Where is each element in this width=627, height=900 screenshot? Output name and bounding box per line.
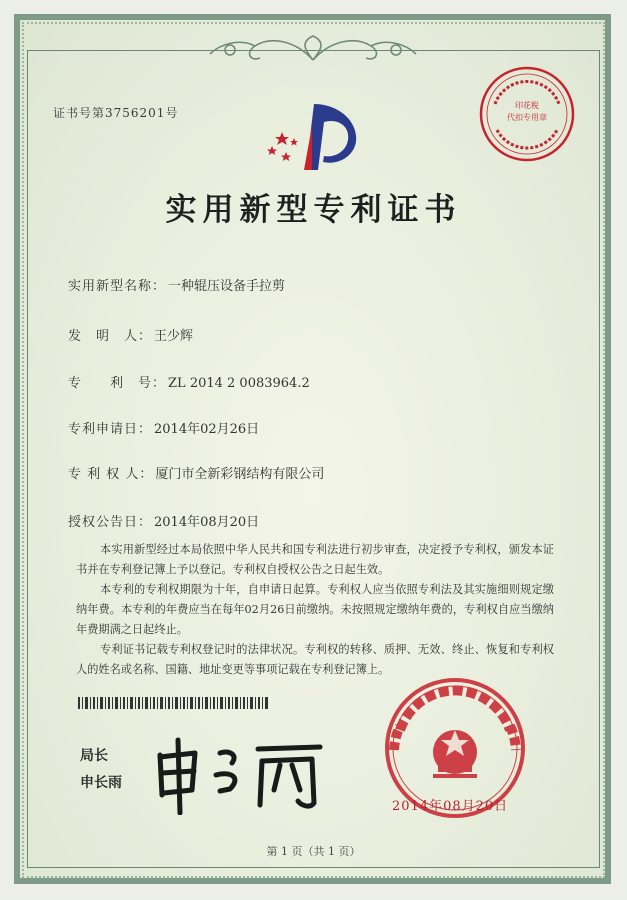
- signer-title: 局长: [80, 748, 108, 764]
- field-filing-date: 专利申请日： 2014年02月26日: [68, 422, 260, 437]
- handwritten-signature: [150, 735, 330, 815]
- certificate-number: 证书号第3756201号: [53, 106, 179, 120]
- svg-text:印花税: 印花税: [515, 101, 539, 110]
- field-patent-number: 专 利 号： ZL 2014 2 0083964.2: [68, 376, 310, 391]
- paragraph-examination: 本实用新型经过本局依照中华人民共和国专利法进行初步审查，决定授予专利权，颁发本证书并在专利登记簿上予以登记。专利权自授权公告之日起生效。: [76, 543, 554, 576]
- field-utility-model-name: 实用新型名称： 一种辊压设备手拉剪: [68, 279, 286, 294]
- field-patent-holder: 专 利 权 人： 厦门市全新彩钢结构有限公司: [68, 467, 325, 482]
- page-number: 第 1 页（共 1 页）: [266, 845, 361, 858]
- paragraph-term: 本专利的专利权期限为十年，自申请日起算。专利权人应当依照专利法及其实施细则规定缴纳年费。本专利的年费应当在每年02月26日前缴纳。未按照规定缴纳年费的，专利权自应当缴纳年费期满之日起终止。: [76, 583, 554, 636]
- field-inventor: 发 明 人： 王少辉: [68, 329, 194, 344]
- seal-date: 2014年08月20日: [392, 799, 509, 814]
- paragraph-legal-status: 专利证书记载专利权登记时的法律状况。专利权的转移、质押、无效、终止、恢复和专利权人的姓名或名称、国籍、地址变更等事项记载在专利登记簿上。: [76, 643, 554, 676]
- svg-text:代扣专用章: 代扣专用章: [507, 113, 547, 122]
- tax-stamp-seal: [477, 64, 577, 164]
- barcode-icon: [78, 697, 268, 709]
- cnipa-logo-icon: [262, 96, 362, 176]
- signer-name: 申长雨: [80, 775, 122, 791]
- top-ornament: [200, 30, 427, 68]
- field-grant-date: 授权公告日： 2014年08月20日: [68, 515, 260, 530]
- page-title: 实用新型专利证书: [165, 192, 462, 228]
